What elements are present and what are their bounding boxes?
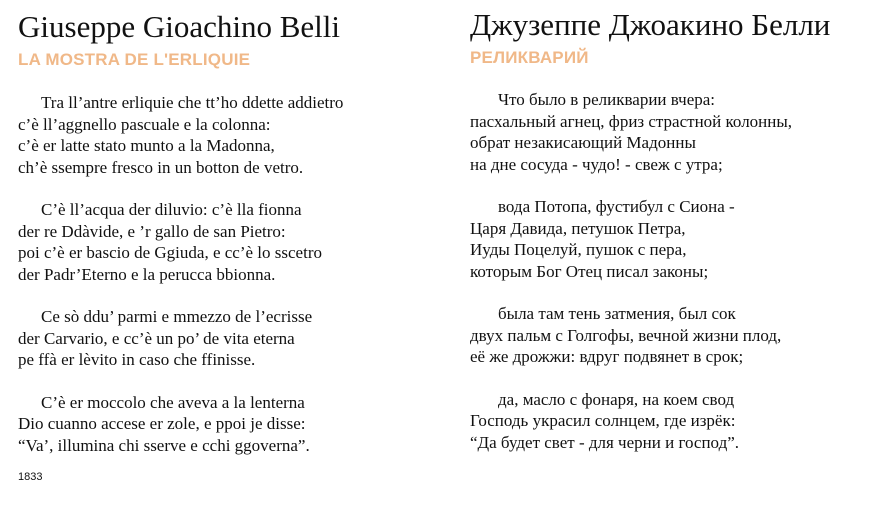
poem-line: вода Потопа, фустибул с Сиона - xyxy=(498,197,735,216)
year-label: 1833 xyxy=(18,471,43,483)
stanza xyxy=(18,92,343,178)
poem-line: была там тень затмения, был сок xyxy=(498,304,736,323)
poem-line: двух пальм с Голгофы, вечной жизни плод, xyxy=(470,325,782,345)
russian-poem xyxy=(470,89,792,453)
stanza xyxy=(18,392,343,457)
poem-line: C’è ll’acqua der diluvio: c’è lla fionna xyxy=(41,200,302,219)
stanza xyxy=(470,196,792,282)
poem-line: Dio cuanno accese er zole, e ppoi je disse: xyxy=(18,414,306,433)
poem-line: “Va’, illumina chi sserve e cchi ggoverna”. xyxy=(18,435,310,455)
poem-line: обрат незакисающий Мадонны xyxy=(470,133,696,152)
poem-line: “Да будет свет - для черни и господ”. xyxy=(470,432,740,452)
poem-line: der Carvario, e cc’è un po’ de vita eterna xyxy=(18,328,295,348)
poem-line: Tra ll’antre erliquie che tt’ho ddette addietro xyxy=(41,93,344,112)
italian-poem xyxy=(18,92,343,456)
stanza xyxy=(18,199,343,285)
poem-line: Иуды Поцелуй, пушок с пера, xyxy=(470,240,687,259)
poem-line: которым Бог Отец писал законы; xyxy=(470,261,709,281)
poem-line: pe ffà er lèvito in caso che ffinisse. xyxy=(18,350,256,369)
poem-line: да, масло с фонаря, на коем свод xyxy=(498,389,735,409)
poem-line: c’è ll’aggnello pascuale e la colonna: xyxy=(18,114,271,134)
poem-line: пасхальный агнец, фриз страстной колонны, xyxy=(470,111,793,131)
russian-subtitle: РЕЛИКВАРИЙ xyxy=(470,48,589,67)
poem-line: der Padr’Eterno e la perucca bbionna. xyxy=(18,264,276,284)
stanza xyxy=(470,389,792,454)
italian-column xyxy=(18,0,438,455)
poem-line: Ce sò ddu’ parmi e mmezzo de l’ecrisse xyxy=(41,307,313,326)
stanza xyxy=(18,306,343,371)
poem-line: C’è er moccolo che aveva a la lenterna xyxy=(41,392,305,412)
stanza xyxy=(470,303,792,368)
poem-line: der re Ddàvide, e ’r gallo de san Pietro: xyxy=(18,221,286,241)
stanza xyxy=(470,89,792,175)
poem-line: c’è er latte stato munto a la Madonna, xyxy=(18,136,275,155)
poem-line: ch’è ssempre fresco in un botton de vetro. xyxy=(18,157,304,177)
poem-line: Господь украсил солнцем, где изрёк: xyxy=(470,411,736,430)
russian-title: Джузеппе Джоакино Белли xyxy=(470,7,831,42)
poem-line: Царя Давида, петушок Петра, xyxy=(470,218,686,238)
poem-line: на дне сосуда - чудо! - свеж с утра; xyxy=(470,154,723,174)
italian-title: Giuseppe Gioachino Belli xyxy=(18,9,340,44)
poem-line: её же дрожжи: вдруг подвянет в срок; xyxy=(470,347,744,366)
russian-column xyxy=(470,0,870,452)
poem-line: poi c’è er bascio de Ggiuda, e cc’è lo sscetro xyxy=(18,243,322,262)
italian-subtitle: LA MOSTRA DE L'ERLIQUIE xyxy=(18,50,251,69)
poem-line: Что было в реликварии вчера: xyxy=(498,90,716,109)
